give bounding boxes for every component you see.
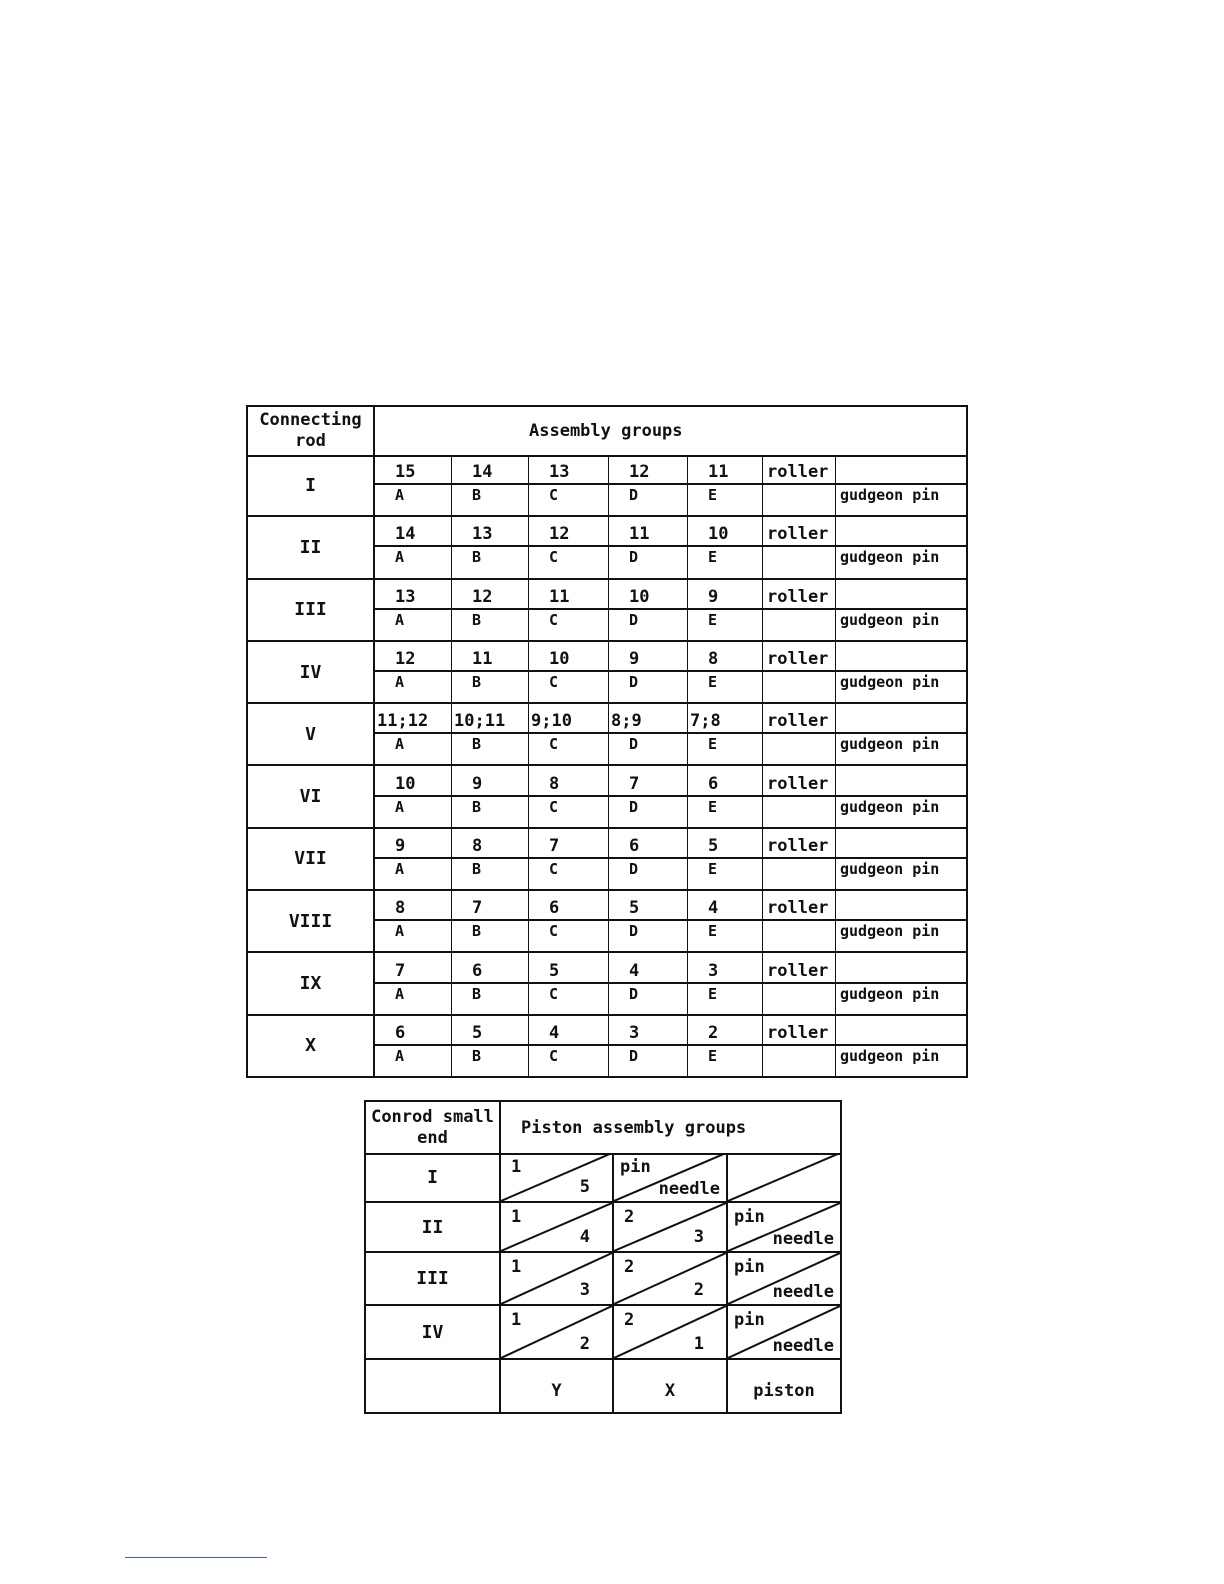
gudgeon-pin-label: gudgeon pin	[840, 610, 940, 629]
assembly-group-number: 6	[609, 829, 688, 859]
blank-cell	[836, 953, 966, 983]
roller-label: roller	[763, 517, 836, 547]
piston-footer-cell	[614, 1360, 728, 1412]
table-row	[248, 766, 966, 828]
assembly-group-number: 8	[452, 829, 529, 859]
assembly-group-number: 11	[529, 580, 609, 610]
assembly-group-number: 5	[529, 953, 609, 983]
assembly-group-letter: A	[375, 734, 452, 764]
assembly-group-number: 14	[452, 455, 529, 485]
assembly-group-number: 7	[609, 766, 688, 796]
assembly-group-letter: D	[609, 610, 688, 640]
assembly-group-letter: D	[609, 1046, 688, 1076]
piston-group-cell	[614, 1203, 728, 1253]
assembly-group-letter: A	[375, 797, 452, 827]
roller-label: roller	[763, 953, 836, 983]
table-row	[248, 1016, 966, 1076]
assembly-group-letter: E	[688, 610, 763, 640]
assembly-group-number: 10	[529, 642, 609, 672]
assembly-group-number: 10	[609, 580, 688, 610]
conrod-small-end-label: II	[366, 1203, 501, 1253]
piston-assembly-header	[366, 1102, 840, 1155]
piston-footer-cell	[366, 1360, 501, 1412]
piston-group-cell	[614, 1253, 728, 1306]
assembly-group-number: 7	[452, 891, 529, 921]
piston-group-bottom: 4	[579, 1227, 590, 1247]
gudgeon-pin-label: gudgeon pin	[840, 984, 940, 1003]
assembly-group-letter: B	[452, 672, 529, 702]
assembly-group-number: 13	[452, 517, 529, 547]
connecting-rod-label: II	[248, 517, 375, 577]
piston-group-bottom: 2	[579, 1334, 590, 1354]
assembly-group-letter: B	[452, 797, 529, 827]
blank-cell	[836, 891, 966, 921]
assembly-group-number: 12	[375, 642, 452, 672]
piston-group-cell	[614, 1153, 728, 1203]
needle-label: needle	[772, 1229, 834, 1249]
assembly-group-number: 10	[688, 517, 763, 547]
table-row	[248, 580, 966, 642]
assembly-groups-table	[246, 405, 968, 1078]
assembly-group-number: 4	[609, 953, 688, 983]
conrod-small-end-label: IV	[366, 1306, 501, 1360]
assembly-group-number: 10	[375, 766, 452, 796]
piston-assembly-title: Piston assembly groups	[521, 1117, 747, 1138]
table-row	[248, 829, 966, 891]
piston-footer-label: piston	[753, 1381, 815, 1401]
assembly-groups-title: Assembly groups	[529, 421, 683, 441]
roller-label: roller	[763, 1016, 836, 1046]
roller-label: roller	[763, 829, 836, 859]
connecting-rod-label: VI	[248, 766, 375, 826]
assembly-group-letter: C	[529, 1046, 609, 1076]
assembly-group-grid	[375, 455, 966, 515]
connecting-rod-label: VIII	[248, 891, 375, 951]
assembly-group-grid	[375, 829, 966, 889]
connecting-rod-label: X	[248, 1016, 375, 1076]
assembly-group-number: 12	[529, 517, 609, 547]
assembly-group-letter: B	[452, 734, 529, 764]
piston-group-cell	[728, 1153, 840, 1203]
assembly-group-number: 8	[375, 891, 452, 921]
assembly-group-grid	[375, 704, 966, 764]
conrod-small-end-label: I	[366, 1153, 501, 1203]
piston-group-cell	[614, 1306, 728, 1360]
gudgeon-pin-label: gudgeon pin	[840, 1046, 940, 1065]
piston-group-cell	[501, 1153, 614, 1203]
table-row	[248, 517, 966, 579]
assembly-group-letter: B	[452, 1046, 529, 1076]
assembly-group-letter: B	[452, 859, 529, 889]
assembly-group-letter: E	[688, 859, 763, 889]
assembly-group-letter: C	[529, 610, 609, 640]
assembly-group-number: 7;8	[688, 704, 763, 734]
assembly-group-number: 8	[688, 642, 763, 672]
assembly-group-letter: A	[375, 485, 452, 515]
assembly-group-letter: D	[609, 485, 688, 515]
assembly-group-number: 9	[609, 642, 688, 672]
blank-cell	[836, 766, 966, 796]
assembly-group-letter: A	[375, 921, 452, 951]
assembly-group-letter: A	[375, 547, 452, 577]
assembly-group-letter: B	[452, 610, 529, 640]
gudgeon-pin-label: gudgeon pin	[840, 548, 940, 567]
conrod-small-end-header: Conrod small end	[366, 1102, 501, 1153]
assembly-group-letter: E	[688, 672, 763, 702]
assembly-group-letter: C	[529, 672, 609, 702]
assembly-group-number: 5	[688, 829, 763, 859]
assembly-group-letter: A	[375, 610, 452, 640]
roller-label: roller	[763, 766, 836, 796]
assembly-group-number: 9	[688, 580, 763, 610]
roller-label: roller	[763, 642, 836, 672]
assembly-group-letter: E	[688, 797, 763, 827]
pin-label: pin	[734, 1207, 765, 1227]
assembly-group-number: 7	[375, 953, 452, 983]
piston-footer-cell	[728, 1360, 840, 1412]
assembly-group-letter: C	[529, 859, 609, 889]
roller-label: roller	[763, 455, 836, 485]
blank-cell	[836, 1016, 966, 1046]
assembly-group-letter: E	[688, 984, 763, 1014]
assembly-group-letter: A	[375, 1046, 452, 1076]
gudgeon-pin-label: gudgeon pin	[840, 797, 940, 816]
blank-cell	[836, 642, 966, 672]
table-row	[248, 891, 966, 953]
assembly-group-letter: C	[529, 797, 609, 827]
assembly-group-grid	[375, 891, 966, 951]
table-row	[248, 953, 966, 1015]
assembly-group-number: 9	[375, 829, 452, 859]
blank-cell	[763, 797, 836, 827]
blank-cell	[836, 455, 966, 485]
assembly-group-number: 7	[529, 829, 609, 859]
assembly-group-number: 11	[452, 642, 529, 672]
assembly-group-letter: E	[688, 921, 763, 951]
assembly-group-number: 13	[375, 580, 452, 610]
assembly-group-letter: E	[688, 547, 763, 577]
assembly-group-letter: D	[609, 734, 688, 764]
assembly-group-number: 11	[688, 455, 763, 485]
pin-label: pin	[620, 1157, 651, 1177]
piston-group-bottom: 5	[579, 1177, 590, 1197]
connecting-rod-label: III	[248, 580, 375, 640]
piston-footer-label	[366, 1360, 499, 1412]
blank-cell	[763, 734, 836, 764]
piston-assembly-body	[366, 1153, 840, 1412]
blank-cell	[836, 704, 966, 734]
piston-group-cell	[728, 1203, 840, 1253]
needle-label: needle	[658, 1179, 720, 1199]
blank-cell	[763, 610, 836, 640]
piston-footer-label: Y	[551, 1381, 562, 1401]
assembly-group-number: 6	[375, 1016, 452, 1046]
assembly-group-number: 3	[688, 953, 763, 983]
piston-footer-cell	[501, 1360, 614, 1412]
assembly-group-letter: D	[609, 984, 688, 1014]
assembly-group-letter: B	[452, 921, 529, 951]
table-row	[248, 704, 966, 766]
assembly-group-number: 8	[529, 766, 609, 796]
assembly-group-letter: E	[688, 485, 763, 515]
piston-group-cell	[501, 1253, 614, 1306]
diagonal-line	[728, 1153, 840, 1201]
piston-group-cell	[728, 1306, 840, 1360]
assembly-group-letter: B	[452, 547, 529, 577]
needle-label: needle	[772, 1336, 834, 1356]
assembly-group-grid	[375, 953, 966, 1013]
assembly-group-letter: A	[375, 984, 452, 1014]
assembly-group-letter: D	[609, 672, 688, 702]
piston-group-cell	[501, 1203, 614, 1253]
conrod-small-end-label: III	[366, 1253, 501, 1306]
gudgeon-pin-label: gudgeon pin	[840, 486, 940, 505]
assembly-group-number: 6	[529, 891, 609, 921]
assembly-group-number: 6	[688, 766, 763, 796]
table-row	[248, 642, 966, 704]
piston-group-bottom: 3	[693, 1227, 704, 1247]
gudgeon-pin-label: gudgeon pin	[840, 735, 940, 754]
gudgeon-pin-label: gudgeon pin	[840, 673, 940, 692]
connecting-rod-label: IX	[248, 953, 375, 1013]
assembly-group-letter: E	[688, 734, 763, 764]
assembly-group-letter: D	[609, 547, 688, 577]
assembly-group-number: 3	[609, 1016, 688, 1046]
pin-label: pin	[734, 1310, 765, 1330]
assembly-group-letter: D	[609, 921, 688, 951]
assembly-group-grid	[375, 642, 966, 702]
piston-group-top: 2	[624, 1207, 635, 1227]
connecting-rod-label: VII	[248, 829, 375, 889]
piston-group-bottom: 2	[693, 1280, 704, 1300]
assembly-group-letter: D	[609, 797, 688, 827]
assembly-groups-header	[248, 407, 966, 457]
assembly-group-grid	[375, 766, 966, 826]
roller-label: roller	[763, 891, 836, 921]
blank-cell	[836, 829, 966, 859]
blank-cell	[763, 984, 836, 1014]
assembly-group-letter: C	[529, 547, 609, 577]
assembly-group-grid	[375, 1016, 966, 1076]
pin-label: pin	[734, 1257, 765, 1277]
assembly-group-letter: A	[375, 672, 452, 702]
connecting-rod-label: IV	[248, 642, 375, 702]
assembly-group-number: 11;12	[375, 704, 452, 734]
assembly-group-number: 2	[688, 1016, 763, 1046]
table-row	[248, 455, 966, 517]
assembly-group-letter: C	[529, 921, 609, 951]
blank-cell	[763, 547, 836, 577]
footnote-rule	[125, 1557, 267, 1558]
piston-group-cell	[501, 1306, 614, 1360]
assembly-group-letter: A	[375, 859, 452, 889]
assembly-group-number: 4	[688, 891, 763, 921]
piston-group-bottom: 1	[693, 1334, 704, 1354]
assembly-group-letter: E	[688, 1046, 763, 1076]
assembly-group-number: 4	[529, 1016, 609, 1046]
blank-cell	[763, 1046, 836, 1076]
assembly-group-number: 12	[452, 580, 529, 610]
assembly-group-letter: C	[529, 485, 609, 515]
assembly-group-number: 12	[609, 455, 688, 485]
blank-cell	[763, 859, 836, 889]
assembly-group-number: 6	[452, 953, 529, 983]
assembly-group-letter: D	[609, 859, 688, 889]
gudgeon-pin-label: gudgeon pin	[840, 859, 940, 878]
piston-group-top: 1	[511, 1157, 522, 1177]
roller-label: roller	[763, 704, 836, 734]
assembly-groups-body	[248, 455, 966, 1076]
assembly-group-number: 10;11	[452, 704, 529, 734]
assembly-group-letter: B	[452, 485, 529, 515]
piston-group-bottom: 3	[579, 1280, 590, 1300]
assembly-group-number: 9;10	[529, 704, 609, 734]
blank-cell	[836, 580, 966, 610]
blank-cell	[836, 517, 966, 547]
assembly-group-letter: C	[529, 984, 609, 1014]
piston-group-top: 1	[511, 1310, 522, 1330]
roller-label: roller	[763, 580, 836, 610]
assembly-group-number: 14	[375, 517, 452, 547]
piston-group-top: 2	[624, 1310, 635, 1330]
blank-cell	[763, 921, 836, 951]
connecting-rod-label: I	[248, 455, 375, 515]
piston-group-top: 1	[511, 1207, 522, 1227]
gudgeon-pin-label: gudgeon pin	[840, 922, 940, 941]
assembly-group-letter: B	[452, 984, 529, 1014]
needle-label: needle	[772, 1282, 834, 1302]
assembly-group-number: 5	[609, 891, 688, 921]
assembly-group-number: 11	[609, 517, 688, 547]
assembly-group-grid	[375, 517, 966, 577]
assembly-group-grid	[375, 580, 966, 640]
piston-assembly-table	[364, 1100, 842, 1414]
assembly-group-number: 13	[529, 455, 609, 485]
piston-footer-label: X	[664, 1381, 676, 1401]
piston-group-cell	[728, 1253, 840, 1306]
diagonal-divider	[728, 1153, 840, 1201]
piston-group-top: 1	[511, 1257, 522, 1277]
assembly-group-letter: C	[529, 734, 609, 764]
connecting-rod-label: V	[248, 704, 375, 764]
connecting-rod-header: Connecting rod	[248, 407, 375, 455]
assembly-group-number: 15	[375, 455, 452, 485]
piston-group-top: 2	[624, 1257, 635, 1277]
assembly-group-number: 9	[452, 766, 529, 796]
blank-cell	[763, 485, 836, 515]
blank-cell	[763, 672, 836, 702]
assembly-group-number: 8;9	[609, 704, 688, 734]
assembly-group-number: 5	[452, 1016, 529, 1046]
